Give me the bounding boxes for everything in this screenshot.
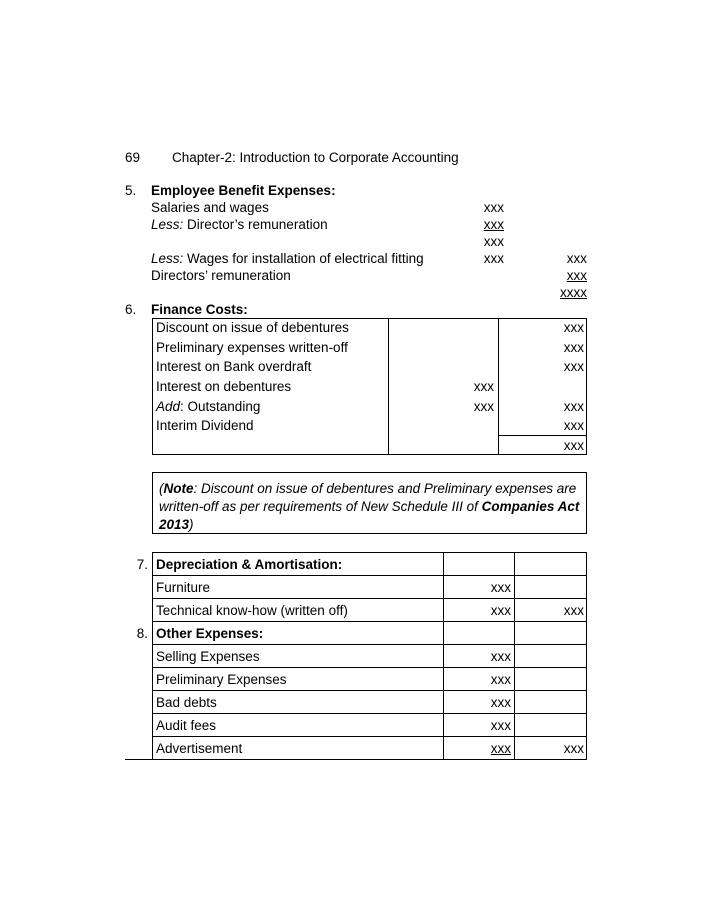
row-label: Preliminary Expenses xyxy=(156,672,287,687)
row-label: Discount on issue of debentures xyxy=(156,320,349,335)
amount: xxx xyxy=(490,580,511,595)
note-label: Note xyxy=(163,481,194,496)
amount: xxx xyxy=(563,340,584,355)
amount: xxx xyxy=(483,217,504,232)
row-label: Furniture xyxy=(156,580,211,595)
row-label: Audit fees xyxy=(156,718,217,733)
amount: xxx xyxy=(483,251,504,266)
amount: xxx xyxy=(483,234,504,249)
amount: xxx xyxy=(483,200,504,215)
amount: xxx xyxy=(490,672,511,687)
section-title: Employee Benefit Expenses: xyxy=(151,183,336,198)
section-number: 5. xyxy=(125,183,137,198)
section-title: Other Expenses: xyxy=(156,626,264,641)
row-label xyxy=(156,399,260,415)
note-close: ) xyxy=(189,517,194,532)
row-prefix: Less: xyxy=(151,217,184,232)
amount: xxx xyxy=(473,399,494,414)
row-label: Preliminary expenses written-off xyxy=(156,340,348,355)
amount: xxx xyxy=(490,695,511,710)
row-label: Directors’ remuneration xyxy=(151,268,291,283)
note-body: : Discount on issue of debentures and Preliminary expenses are written-off as per requirements of New Schedule III of xyxy=(159,481,577,514)
amount: xxx xyxy=(563,741,584,756)
amount: xxx xyxy=(563,418,584,433)
total-amount: xxx xyxy=(563,438,584,453)
row-label xyxy=(151,251,424,267)
page-number: 69 xyxy=(125,150,141,165)
amount: xxx xyxy=(490,718,511,733)
amount: xxx xyxy=(563,603,584,618)
amount: xxx xyxy=(563,320,584,335)
section-number: 6. xyxy=(125,302,137,317)
total-amount: xxxx xyxy=(560,285,587,300)
amount: xxx xyxy=(563,399,584,414)
row-prefix: Add xyxy=(156,399,181,414)
row-label: Bad debts xyxy=(156,695,217,710)
row-label: Advertisement xyxy=(156,741,243,756)
amount: xxx xyxy=(563,359,584,374)
amount: xxx xyxy=(490,741,511,756)
amount: xxx xyxy=(490,603,511,618)
note-act: Companies Act 2013 xyxy=(159,499,580,532)
section-title: Depreciation & Amortisation: xyxy=(156,557,343,572)
note-text xyxy=(159,480,584,534)
amount: xxx xyxy=(473,379,494,394)
row-label: Interim Dividend xyxy=(156,418,254,433)
amount: xxx xyxy=(566,268,587,283)
section-title: Finance Costs: xyxy=(151,302,248,317)
section-number: 7. xyxy=(136,557,148,572)
row-label-text: Wages for installation of electrical fitting xyxy=(183,251,424,266)
amount: xxx xyxy=(566,251,587,266)
row-label-text: Director’s remuneration xyxy=(183,217,328,232)
row-label-text: : Outstanding xyxy=(180,399,261,414)
row-label: Technical know-how (written off) xyxy=(156,603,348,618)
section-number: 8. xyxy=(136,626,148,641)
row-label: Salaries and wages xyxy=(151,200,269,215)
row-label: Selling Expenses xyxy=(156,649,260,664)
note-open: ( xyxy=(159,481,164,496)
chapter-title: Chapter-2: Introduction to Corporate Accounting xyxy=(172,150,459,165)
row-label: Interest on debentures xyxy=(156,379,292,394)
row-prefix: Less: xyxy=(151,251,184,266)
row-label: Interest on Bank overdraft xyxy=(156,359,312,374)
row-label xyxy=(151,217,328,233)
amount: xxx xyxy=(490,649,511,664)
